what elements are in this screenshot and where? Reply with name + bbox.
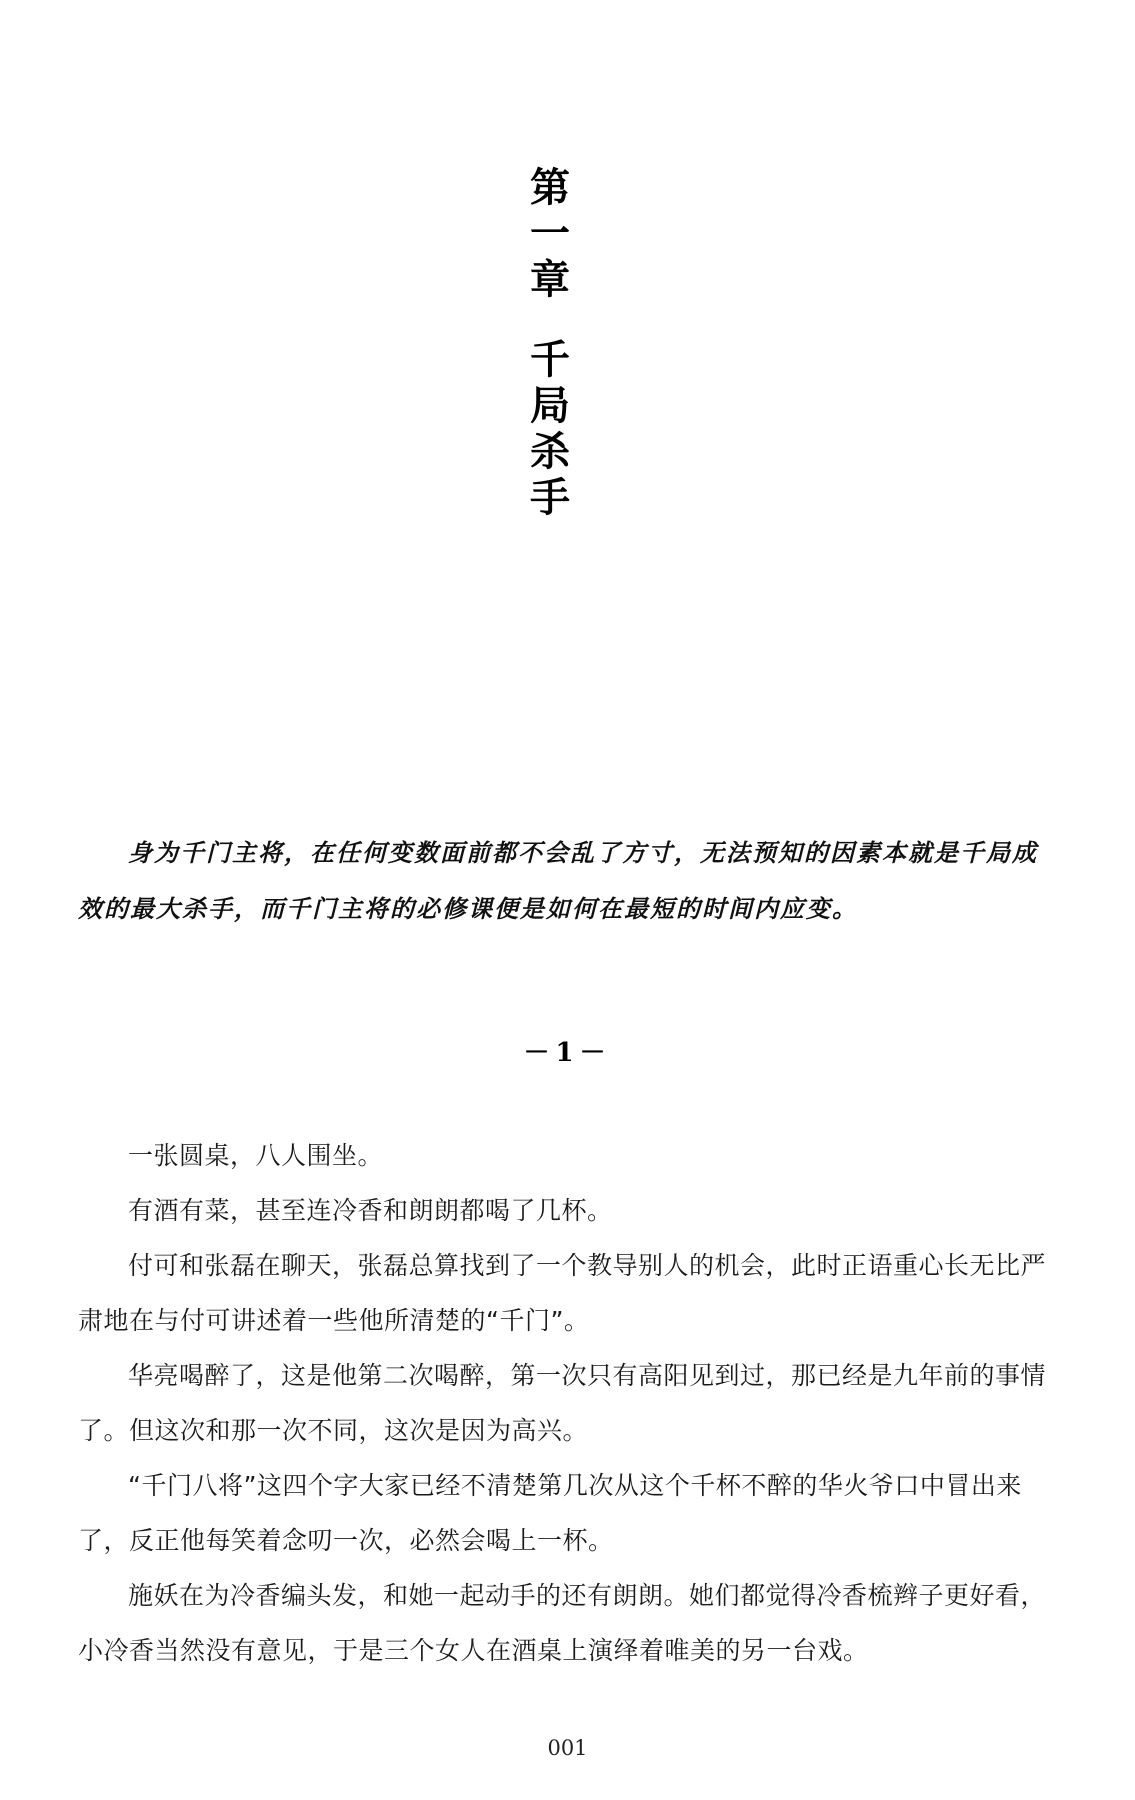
paragraph: “千门八将”这四个字大家已经不清楚第几次从这个千杯不醉的华火爷口中冒出来了，反正他每笑着念叨一次，必然会喝上一杯。 [78,1471,1022,1555]
page-number: 001 [547,1736,588,1760]
chapter-heading-spacer [520,303,580,337]
section-number: －1－ [523,1038,612,1068]
chapter-heading [520,165,580,521]
paragraph: 一张圆桌，八人围坐。 [128,1141,384,1170]
body-text [78,1128,1068,1678]
paragraph: 付可和张磊在聊天，张磊总算找到了一个教导别人的机会，此时正语重心长无比严肃地在与付可讲述着一些他所清楚的“千门”。 [78,1251,1047,1335]
chapter-label-char: 一 [530,211,570,257]
chapter-label-char: 章 [530,257,570,303]
paragraph: 华亮喝醉了，这是他第二次喝醉，第一次只有高阳见到过，那已经是九年前的事情了。但这次和那一次不同，这次是因为高兴。 [78,1361,1047,1445]
chapter-label-char: 第 [530,165,570,211]
paragraph: 有酒有菜，甚至连冷香和朗朗都喝了几杯。 [128,1196,613,1225]
chapter-title-char: 局 [530,383,570,429]
chapter-title-char: 杀 [530,429,570,475]
chapter-title-char: 手 [530,475,570,521]
chapter-title-char: 千 [530,337,570,383]
chapter-epigraph: 身为千门主将，在任何变数面前都不会乱了方寸，无法预知的因素本就是千局成效的最大杀手，而千门主将的必修课便是如何在最短的时间内应变。 [78,838,1038,923]
paragraph: 施妖在为冷香编头发，和她一起动手的还有朗朗。她们都觉得冷香梳辫子更好看，小冷香当然没有意见，于是三个女人在酒桌上演绎着唯美的另一台戏。 [78,1581,1047,1665]
